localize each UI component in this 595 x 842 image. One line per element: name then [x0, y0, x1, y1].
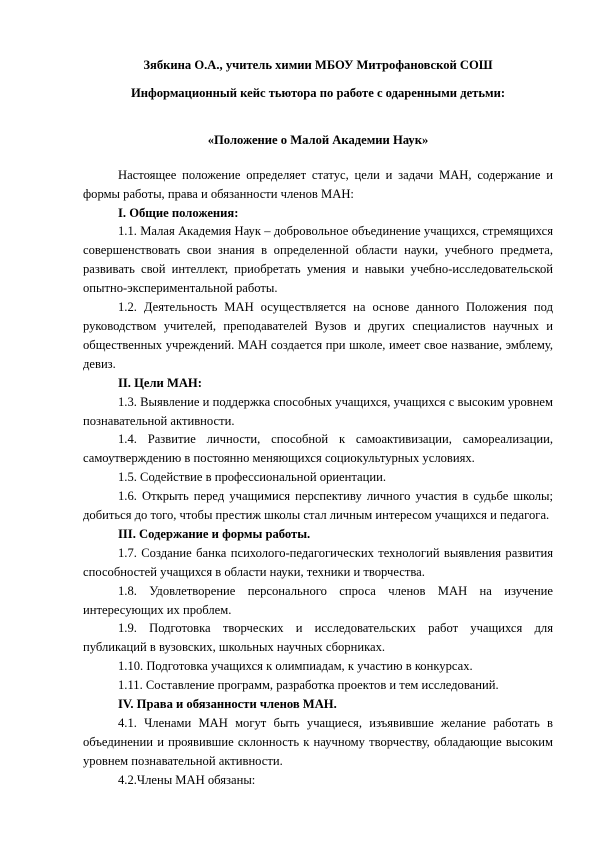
- document-page: [83, 56, 553, 790]
- list-item: 1.1. Малая Академия Наук – добровольное объединение учащихся, стремящихся совершенствовать свои знания в определенной области науки, учебного предмета, развивать свой интеллект, приобретать умения и навыки учебно-исследовательской опытно-экспериментальной работы.: [83, 224, 553, 296]
- section-heading-general: I. Общие положения:: [118, 205, 239, 220]
- list-item: 1.2. Деятельность МАН осуществляется на основе данного Положения под руководством учителей, преподавателей Вузов и других специалистов научных и общественных учреждений. МАН создается при школе, имеет свое название, эмблему, девиз.: [83, 300, 553, 371]
- list-item: 4.2.Члены МАН обязаны:: [118, 772, 256, 787]
- list-item: 1.5. Содействие в профессиональной ориентации.: [118, 470, 387, 485]
- section-heading-rights: IV. Права и обязанности членов МАН.: [118, 697, 337, 712]
- list-item: 1.9. Подготовка творческих и исследовательских работ учащихся для публикаций в вузовских, школьных научных сборниках.: [83, 621, 553, 655]
- list-item: 1.3. Выявление и поддержка способных учащихся, учащихся с высоким уровнем познавательной активности.: [83, 394, 553, 428]
- list-item: 4.1. Членами МАН могут быть учащиеся, изъявившие желание работать в объединении и проявившие склонность к научному творчеству, обладающие высоким уровнем познавательной активности.: [83, 716, 553, 768]
- list-item: 1.6. Открыть перед учащимися перспективу личного участия в судьбе школы; добиться до того, чтобы престиж школы стал личным интересом учащихся и педагога.: [83, 489, 553, 523]
- section-heading-goals: II. Цели МАН:: [118, 375, 202, 390]
- author-line: Зябкина О.А., учитель химии МБОУ Митрофановской СОШ: [143, 58, 493, 72]
- list-item: 1.11. Составление программ, разработка проектов и тем исследований.: [118, 678, 499, 693]
- list-item: 1.7. Создание банка психолого-педагогических технологий выявления развития способностей учащихся в области науки, техники и творчества.: [83, 545, 553, 579]
- list-item: 1.8. Удовлетворение персонального спроса членов МАН на изучение интересующих их проблем.: [83, 583, 553, 617]
- intro-paragraph: Настоящее положение определяет статус, цели и задачи МАН, содержание и формы работы, права и обязанности членов МАН:: [83, 167, 553, 201]
- section-heading-content: III. Содержание и формы работы.: [118, 526, 311, 541]
- list-item: 1.4. Развитие личности, способной к самоактивизации, самореализации, самоутверждению в постоянно меняющихся социокультурных условиях.: [83, 432, 553, 466]
- list-item: 1.10. Подготовка учащихся к олимпиадам, к участию в конкурсах.: [118, 659, 473, 674]
- document-subtitle: Информационный кейс тьютора по работе с одаренными детьми:: [130, 85, 506, 100]
- document-title: «Положение о Малой Академии Наук»: [207, 132, 429, 147]
